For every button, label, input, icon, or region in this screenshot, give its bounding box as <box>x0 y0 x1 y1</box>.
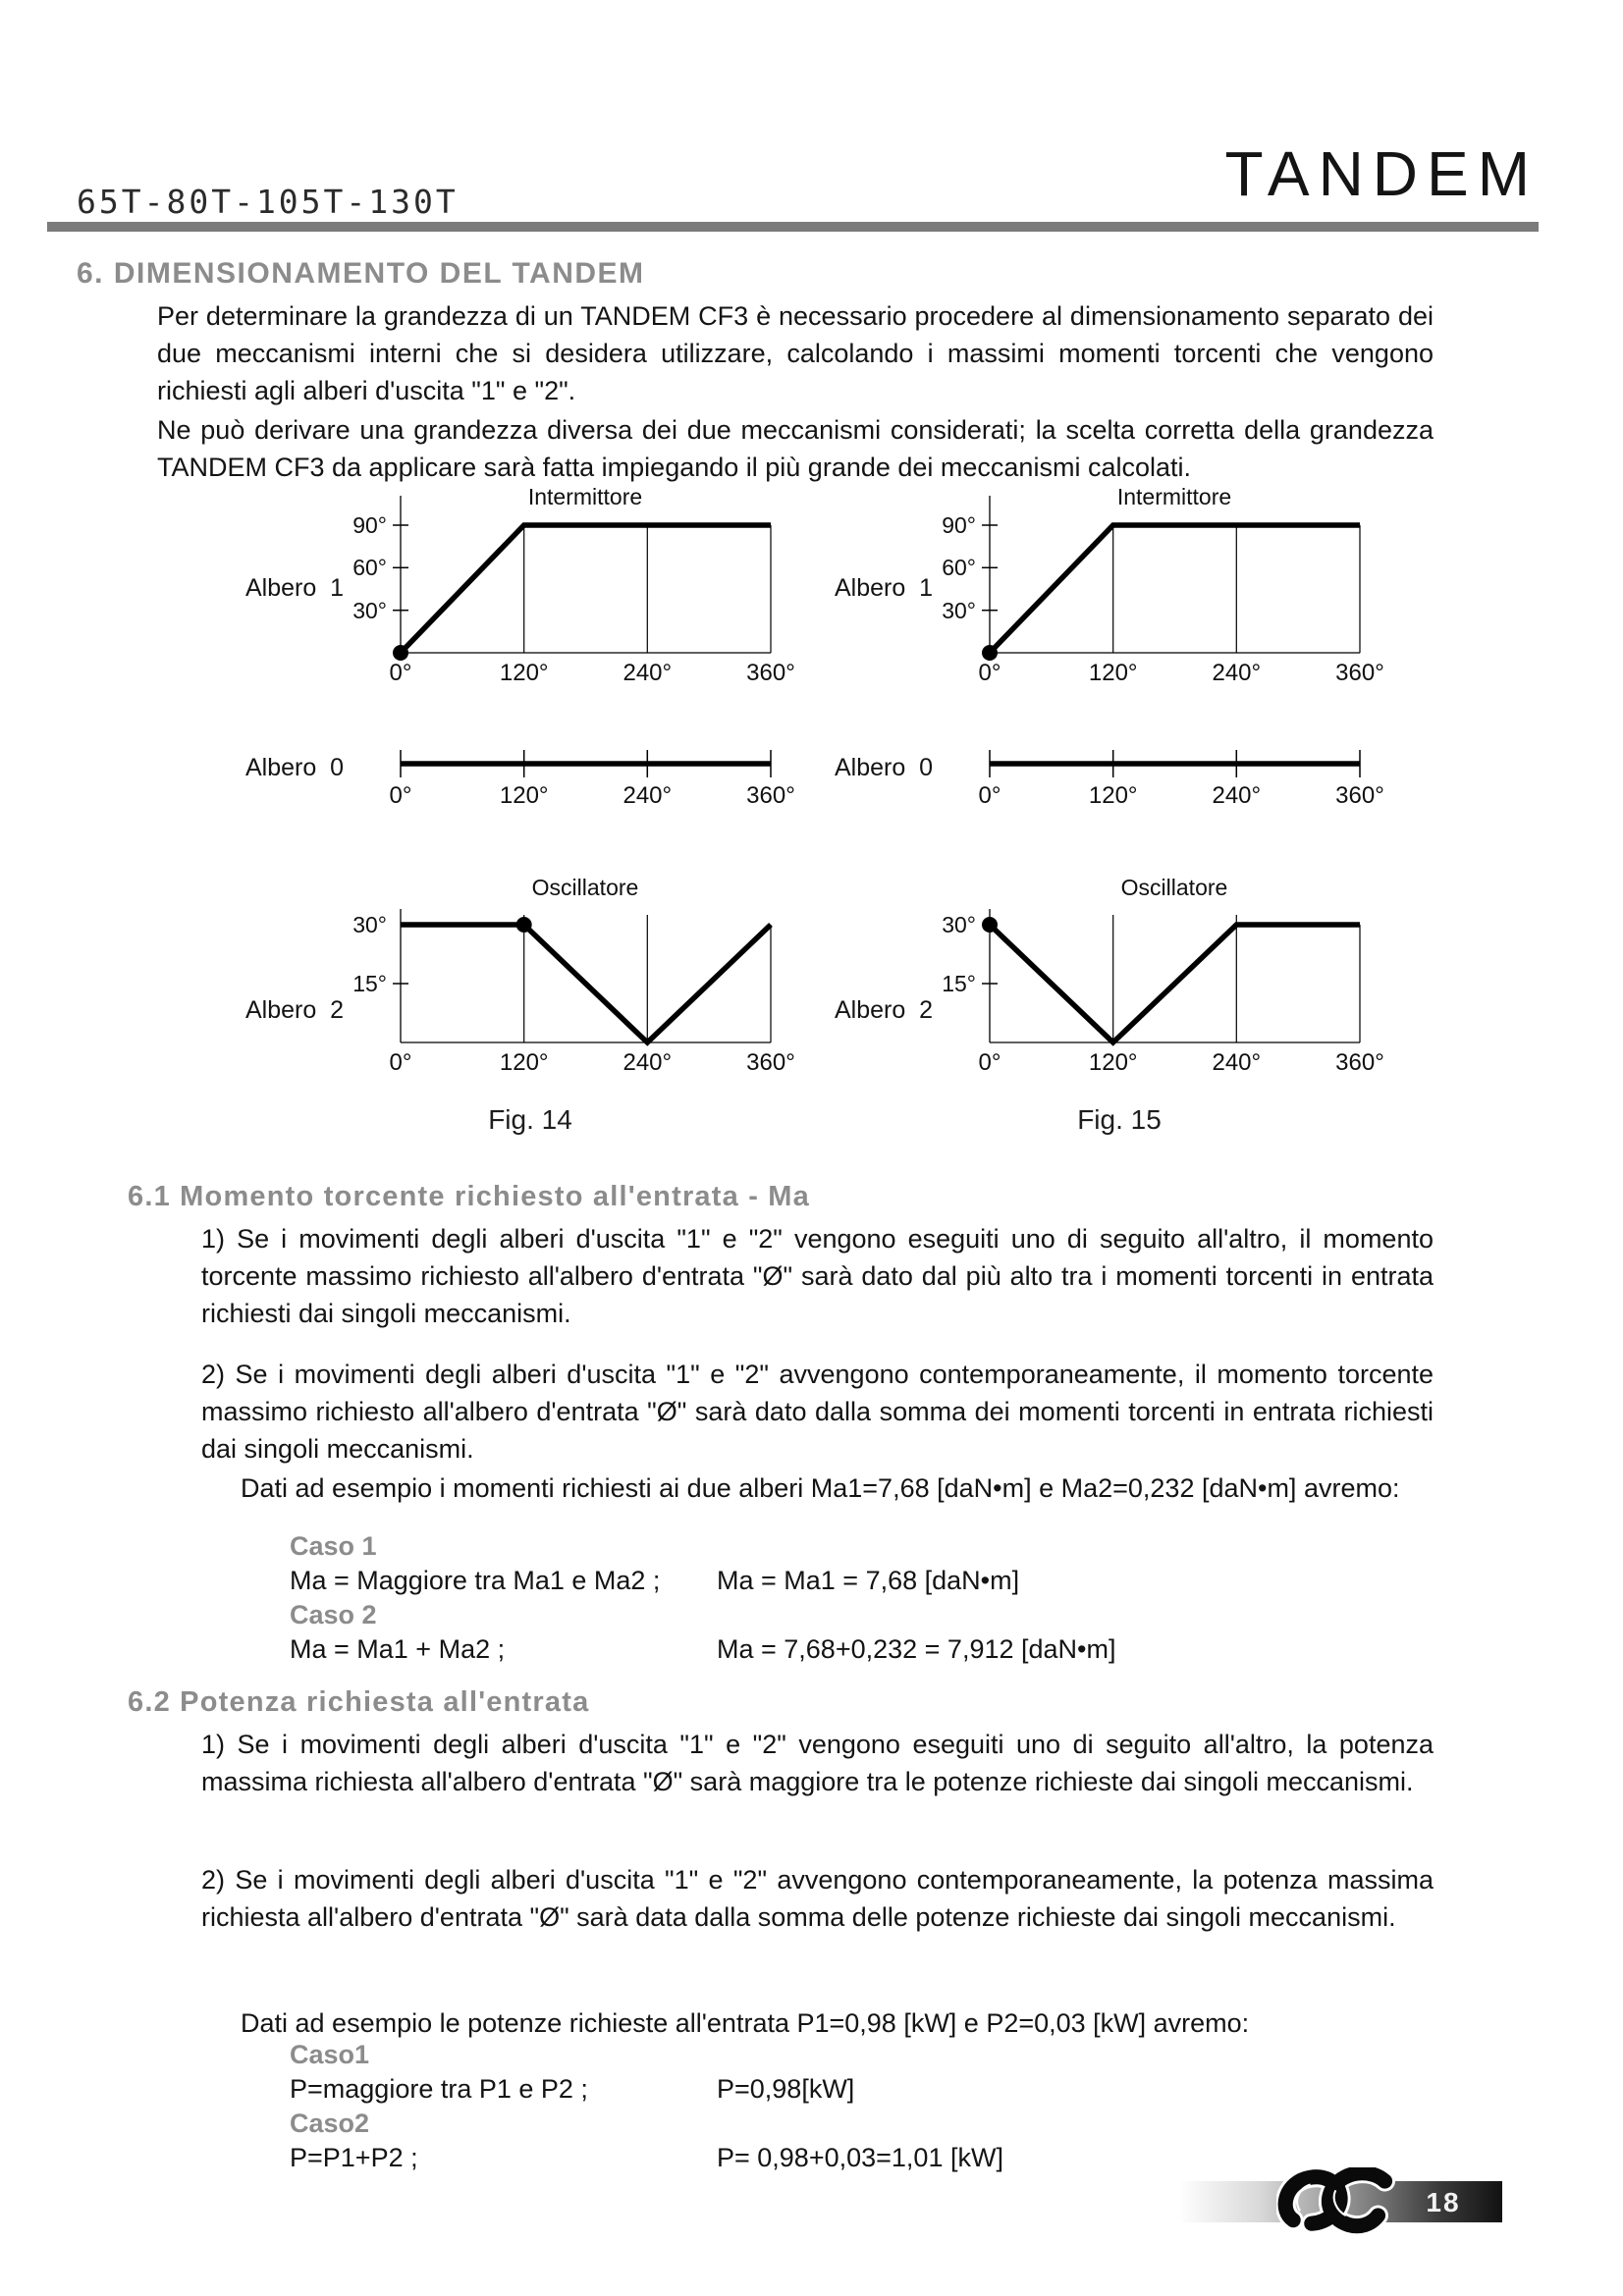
chart-intermittore <box>933 481 1384 692</box>
y-tick-label: 90° <box>942 512 976 538</box>
case-formula: P=P1+P2 ; <box>290 2143 418 2172</box>
section-6-2-heading: 6.2 Potenza richiesta all'entrata <box>128 1686 590 1718</box>
x-tick-label: 240° <box>1212 660 1262 686</box>
y-tick-label: 30° <box>352 598 387 623</box>
x-tick-label: 240° <box>1212 782 1262 809</box>
x-tick-label: 240° <box>1212 1049 1262 1076</box>
header-rule <box>47 222 1539 232</box>
section-6-paragraph-2: Ne può derivare una grandezza diversa dei due meccanismi considerati; la scelta corretta della grandezza TANDEM CF3 da applicare sarà fatta impiegando il più grande dei meccanismi calcolati. <box>157 415 1434 482</box>
case-label: Caso 1 <box>290 1531 377 1561</box>
section-6-heading: 6. DIMENSIONAMENTO DEL TANDEM <box>77 257 645 290</box>
section-6-1-heading: 6.1 Momento torcente richiesto all'entrata - Ma <box>128 1181 810 1212</box>
chart-albero0 <box>933 736 1384 810</box>
x-tick-label: 240° <box>622 782 673 809</box>
shaft-label-albero-0: Albero 0 <box>835 754 934 781</box>
case-row <box>290 2141 1448 2175</box>
section-6-paragraph-1: Per determinare la grandezza di un TANDEM CF3 è necessario procedere al dimensionamento separato dei due meccanismi interni che si desidera utilizzare, calcolando i massimi momenti torcenti che vengono richiesti agli alberi d'uscita "1" e "2". <box>157 301 1434 405</box>
case-row <box>290 1564 1448 1598</box>
x-tick-label: 240° <box>622 660 673 686</box>
case-row <box>290 2072 1448 2107</box>
x-tick-label: 360° <box>746 782 795 809</box>
case-label: Caso2 <box>290 2109 370 2138</box>
motion-profile-line <box>401 925 771 1042</box>
page-number: 18 <box>1426 2187 1461 2217</box>
x-tick-label: 120° <box>1088 1049 1138 1076</box>
x-tick-label: 120° <box>499 1049 549 1076</box>
x-tick-label: 360° <box>746 660 795 686</box>
start-marker <box>393 645 408 661</box>
motion-profile-line <box>401 525 771 653</box>
start-marker <box>516 917 532 933</box>
x-tick-label: 120° <box>499 782 549 809</box>
chart-title: Oscillatore <box>531 875 639 900</box>
footer-page-bar <box>1178 2181 1502 2222</box>
brand-wordmark: TANDEM <box>1224 138 1539 209</box>
x-tick-label: 0° <box>389 782 412 809</box>
case-result: Ma = Ma1 = 7,68 [daN•m] <box>717 1566 1020 1595</box>
section-6-2-paragraph-2: 2) Se i movimenti degli alberi d'uscita "1" e "2" avvengono contemporaneamente, la potenza massima richiesta all'albero d'entrata "Ø" sarà data dalla somma delle potenze richieste dai singoli meccanismi. <box>201 1865 1434 1932</box>
case-row <box>290 1632 1448 1667</box>
case-result: P=0,98[kW] <box>717 2074 855 2104</box>
shaft-label-albero-1: Albero 1 <box>835 574 934 602</box>
case-label: Caso 2 <box>290 1600 377 1629</box>
start-marker <box>982 917 998 933</box>
brand-logo-icon <box>1276 2167 1404 2236</box>
y-tick-label: 15° <box>352 971 387 996</box>
x-tick-label: 360° <box>1335 660 1384 686</box>
chart-oscillatore <box>933 874 1384 1090</box>
x-tick-label: 0° <box>978 1049 1001 1076</box>
section-6-1-example-intro: Dati ad esempio i momenti richiesti ai due alberi Ma1=7,68 [daN•m] e Ma2=0,232 [daN•m] avremo: <box>241 1473 1400 1503</box>
case-formula: Ma = Ma1 + Ma2 ; <box>290 1634 506 1664</box>
section-6-1-paragraph-2: 2) Se i movimenti degli alberi d'uscita "1" e "2" avvengono contemporaneamente, il momento torcente massimo richiesto all'albero d'entrata "Ø" sarà dato dalla somma dei momenti torcenti in entrata richiesti dai singoli meccanismi. <box>201 1360 1434 1464</box>
header-model-codes: 65T-80T-105T-130T <box>77 183 459 221</box>
x-tick-label: 0° <box>978 782 1001 809</box>
case-formula: P=maggiore tra P1 e P2 ; <box>290 2074 588 2104</box>
x-tick-label: 240° <box>622 1049 673 1076</box>
y-tick-label: 90° <box>352 512 387 538</box>
chart-title: Intermittore <box>1116 484 1232 509</box>
chart-title: Oscillatore <box>1120 875 1228 900</box>
case-formula: Ma = Maggiore tra Ma1 e Ma2 ; <box>290 1566 661 1595</box>
section-6-1-paragraph-1: 1) Se i movimenti degli alberi d'uscita "1" e "2" vengono eseguiti uno di seguito all'altro, il momento torcente massimo richiesto all'albero d'entrata "Ø" sarà dato dal più alto tra i momenti torcenti in entrata richiesti dai singoli meccanismi. <box>201 1224 1434 1328</box>
y-tick-label: 30° <box>942 912 976 937</box>
figure-caption: Fig. 15 <box>1077 1104 1162 1135</box>
motion-profile-line <box>990 925 1360 1042</box>
x-tick-label: 120° <box>1088 660 1138 686</box>
x-tick-label: 0° <box>978 660 1001 686</box>
shaft-label-albero-2: Albero 2 <box>835 996 934 1024</box>
chart-oscillatore <box>344 874 795 1090</box>
chart-title: Intermittore <box>527 484 643 509</box>
chart-albero0 <box>344 736 795 810</box>
x-tick-label: 0° <box>389 660 412 686</box>
case-label: Caso1 <box>290 2040 370 2069</box>
shaft-label-albero-2: Albero 2 <box>245 996 345 1024</box>
case-result: Ma = 7,68+0,232 = 7,912 [daN•m] <box>717 1634 1116 1664</box>
start-marker <box>982 645 998 661</box>
section-6-2-cases <box>290 2038 1448 2175</box>
y-tick-label: 30° <box>942 598 976 623</box>
x-tick-label: 120° <box>1088 782 1138 809</box>
figure-15 <box>835 481 1384 1144</box>
x-tick-label: 360° <box>1335 782 1384 809</box>
motion-profile-line <box>990 525 1360 653</box>
y-tick-label: 30° <box>352 912 387 937</box>
section-6-2-paragraph-1: 1) Se i movimenti degli alberi d'uscita "1" e "2" vengono eseguiti uno di seguito all'altro, la potenza massima richiesta all'albero d'entrata "Ø" sarà maggiore tra le potenze richieste dai singoli meccanismi. <box>201 1730 1434 1796</box>
y-tick-label: 60° <box>352 555 387 580</box>
figure-caption: Fig. 14 <box>488 1104 572 1135</box>
shaft-label-albero-1: Albero 1 <box>245 574 345 602</box>
chart-intermittore <box>344 481 795 692</box>
section-6-1-cases <box>290 1529 1448 1667</box>
x-tick-label: 360° <box>1335 1049 1384 1076</box>
x-tick-label: 0° <box>389 1049 412 1076</box>
y-tick-label: 15° <box>942 971 976 996</box>
section-6-2-example-intro: Dati ad esempio le potenze richieste all'entrata P1=0,98 [kW] e P2=0,03 [kW] avremo: <box>241 2008 1250 2038</box>
figure-14 <box>245 481 795 1144</box>
x-tick-label: 360° <box>746 1049 795 1076</box>
y-tick-label: 60° <box>942 555 976 580</box>
case-result: P= 0,98+0,03=1,01 [kW] <box>717 2143 1003 2172</box>
x-tick-label: 120° <box>499 660 549 686</box>
shaft-label-albero-0: Albero 0 <box>245 754 345 781</box>
